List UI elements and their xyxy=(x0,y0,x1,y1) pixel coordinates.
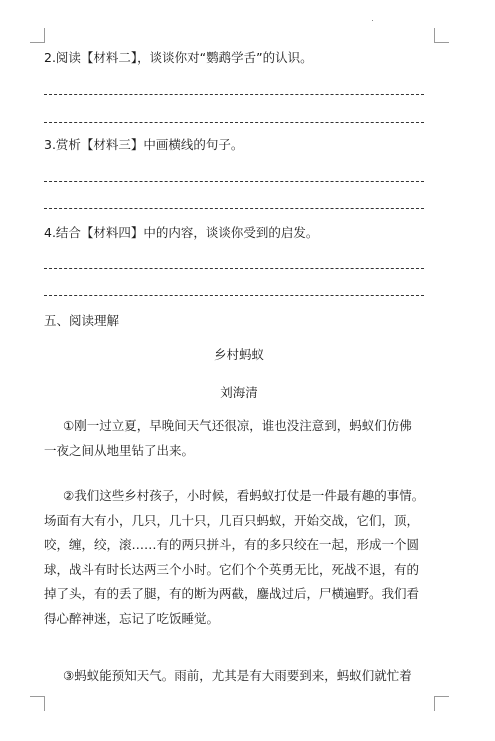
answer-line[interactable] xyxy=(44,181,424,182)
page-corner-mark-bottom-right xyxy=(434,696,449,711)
paragraph-line: ③蚂蚁能预知天气。雨前，尤其是有大雨要到来，蚂蚁们就忙着 xyxy=(63,668,412,683)
paragraph-line: ①刚一过立夏，早晚间天气还很凉，谁也没注意到，蚂蚁们仿佛 xyxy=(63,418,412,433)
answer-line[interactable] xyxy=(44,268,424,269)
article-paragraph-1 xyxy=(44,414,436,463)
article-title: 乡村蚂蚁 xyxy=(213,347,264,362)
question-3: 3.赏析【材料三】中画横线的句子。 xyxy=(44,137,244,152)
page-speck xyxy=(372,20,373,21)
page-corner-mark-top-right xyxy=(434,28,449,43)
page-corner-mark-top-left xyxy=(30,28,45,43)
answer-line[interactable] xyxy=(44,295,424,296)
answer-line[interactable] xyxy=(44,208,424,209)
paragraph-line: 一夜之间从地里钻了出来。 xyxy=(44,442,195,458)
article-paragraph-2 xyxy=(44,484,436,631)
answer-line[interactable] xyxy=(44,94,424,95)
paragraph-line: 咬，缠，绞，滚……有的两只拼斗，有的多只绞在一起，形成一个圆 xyxy=(44,537,420,552)
paragraph-line: 得心醉神迷，忘记了吃饭睡觉。 xyxy=(44,610,220,626)
section-heading: 五、阅读理解 xyxy=(44,313,120,328)
paragraph-line: ②我们这些乡村孩子，小时候，看蚂蚁打仗是一件最有趣的事情。 xyxy=(63,488,425,503)
answer-line[interactable] xyxy=(44,122,424,123)
paragraph-line: 掉了头，有的丢了腿，有的断为两截，鏖战过后，尸横遍野。我们看 xyxy=(44,586,420,601)
question-4: 4.结合【材料四】中的内容，谈谈你受到的启发。 xyxy=(44,225,319,240)
page-corner-mark-bottom-left xyxy=(30,696,45,711)
question-2: 2.阅读【材料二】，谈谈你对“鹦鹉学舌”的认识。 xyxy=(44,50,313,65)
paragraph-line: 场面有大有小，几只，几十只，几百只蚂蚁，开始交战，它们，顶， xyxy=(44,512,420,528)
article-paragraph-3 xyxy=(44,664,436,689)
paragraph-line: 球，战斗有时长达两三个小时。它们个个英勇无比，死战不退，有的 xyxy=(44,561,420,577)
article-author: 刘海清 xyxy=(220,385,258,400)
